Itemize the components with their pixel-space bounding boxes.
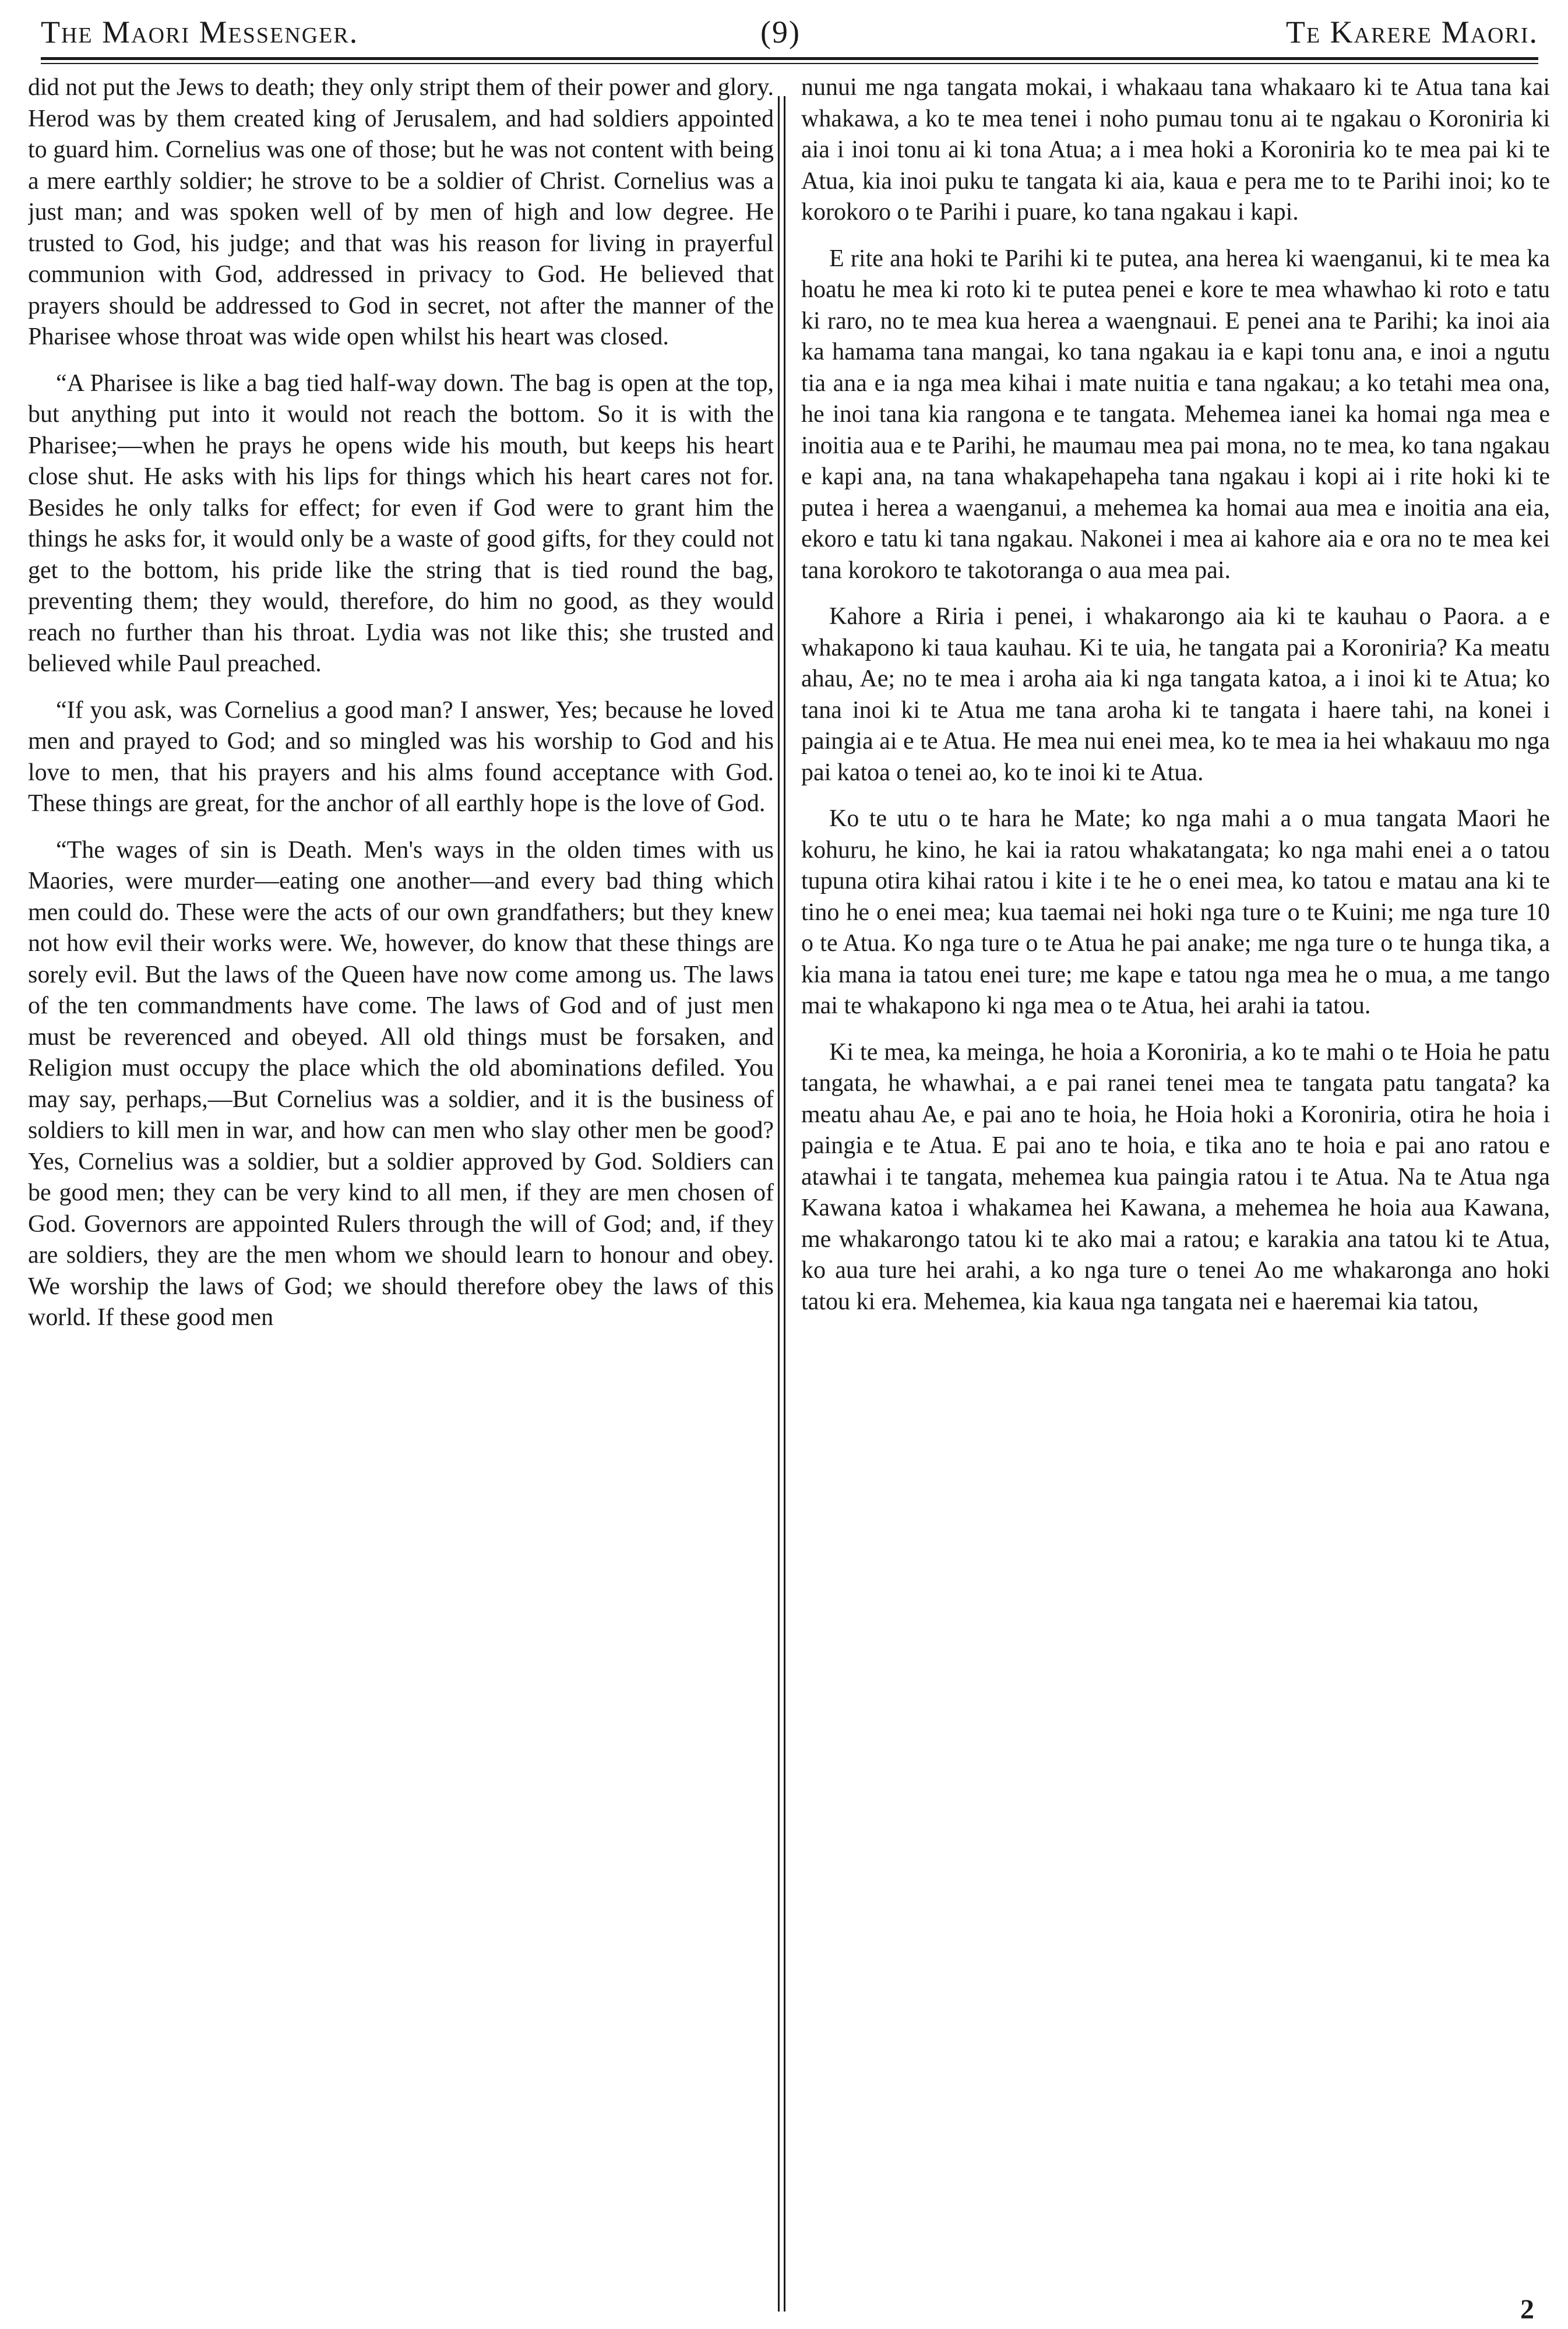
english-paragraph-2: “A Pharisee is like a bag tied half-way down. The bag is open at the top, but anything put into it would not reach the bottom. So it is with the Pharisee;—when he prays he opens wide his mouth, but keeps his heart close shut. He asks with his lips for things which his heart cares not for. Besides he only talks for effect; for even if God were to grant him the things he asks for, it would only be a waste of good gifts, for they could not get to the bottom, his pride like the string that is tied round the bag, preventing them; they would, therefore, do him no good, as they would reach no further than his throat. Lydia was not like this; she trusted and believed while Paul preached. xyxy=(28,369,774,677)
maori-masthead-title: Te Karere Maori. xyxy=(1285,15,1538,50)
header-rule-thin xyxy=(41,63,1538,64)
maori-column xyxy=(801,72,1550,2294)
printer-signature-mark: 2 xyxy=(1520,2294,1534,2325)
english-paragraph-1: did not put the Jews to death; they only stript them of their power and glory. Herod was by them created king of Jerusalem, and had soldiers appointed to guard him. Cornelius was one of those; but he was not content with being a mere earthly soldier; he strove to be a soldier of Christ. Cornelius was a just man; and was spoken well of by men of high and low degree. He trusted to God, his judge; and that was his reason for living in prayerful communion with God, addressed in privacy to God. He believed that prayers should be addressed to God in secret, not after the manner of the Pharisee whose throat was wide open whilst his heart was closed. xyxy=(28,74,774,350)
maori-paragraph-2: E rite ana hoki te Parihi ki te putea, ana herea ki waenganui, ki te mea ka hoatu he mea ki roto ki te putea penei e kore te mea whawhao ki roto e tatu ki raro, no te mea kua herea a waengnaui. E penei ana te Parihi; ka inoi aia ka hamama tana mangai, ko tana ngakau ia e kapi tonu ana, e inoi a ngutu tia ana e ia nga mea kihai i mate nuitia e tana ngakau; a ko tetahi mea ona, he inoi tana kia rangona e te tangata. Mehemea ianei ka homai nga mea e inoitia aua e te Parihi, he maumau mea pai mona, no te mea, ko tana ngakau e kapi ana, na tana whakapehapeha tana ngakau i kopi ai i rite hoki ki te putea i herea a waenganui, a mehemea ka homai aua mea e inoitia ana eia, ekoro e tatu ki tana ngakau. Nakonei i mea ai kahore aia e ora no te mea kei tana korokoro te takotoranga o aua mea pai. xyxy=(801,245,1550,584)
english-paragraph-4: “The wages of sin is Death. Men's ways in the olden times with us Maories, were murder—eating one another—and every bad thing which men could do. These were the acts of our own grandfathers; but they knew not how evil their works were. We, however, do know that these things are sorely evil. But the laws of the Queen have now come among us. The laws of the ten commandments have come. The laws of God and of just men must be reverenced and obeyed. All old things must be forsaken, and Religion must occupy the place which the old abominations defiled. You may say, perhaps,—But Cornelius was a soldier, and it is the business of soldiers to kill men in war, and how can men who slay other men be good? Yes, Cornelius was a soldier, but a soldier approved by God. Soldiers can be good men; they can be very kind to all men, if they are men chosen of God. Governors are appointed Rulers through the will of God; and, if they are soldiers, they are the men whom we should learn to honour and obey. We worship the laws of God; we should therefore obey the laws of this world. If these good men xyxy=(28,836,774,1331)
column-divider-left xyxy=(778,96,780,2312)
maori-paragraph-3: Kahore a Riria i penei, i whakarongo aia ki te kauhau o Paora. a e whakapono ki taua kauhau. Ki te uia, he tangata pai a Koroniria? Ka meatu ahau, Ae; no te mea i aroha aia ki nga tangata katoa, a i inoi ki te Atua; ko tana inoi ki te Atua me tana aroha ki te tangata i haere tahi, na konei i paingia ai e te Atua. He mea nui enei mea, ko te mea ia hei whakauu mo nga pai katoa o tenei ao, ko te inoi ki te Atua. xyxy=(801,603,1550,786)
page-header xyxy=(35,8,1544,55)
maori-paragraph-5: Ki te mea, ka meinga, he hoia a Koroniria, a ko te mahi o te Hoia he patu tangata, he whawhai, a e pai ranei tenei mea te tangata patu tangata? ka meatu ahau Ae, e pai ano te hoia, he Hoia hoki a Koroniria, otira he hoia i paingia e te Atua. E pai ano te hoia, e tika ano te hoia e pai ano ratou e atawhai i te tangata, mehemea kua paingia ratou i te Atua. Na te Atua nga Kawana katoa i whakamea hei Kawana, a mehemea he hoia aua Kawana, me whakarongo tatou ki te ako mai a ratou; e karakia ana tatou ki te Atua, ko aua ture hei arahi, a ko nga ture o tenei Ao me whakaronga ano hoki tatou ki era. Mehemea, kia kaua nga tangata nei e haeremai kia tatou, xyxy=(801,1038,1550,1315)
english-paragraph-3: “If you ask, was Cornelius a good man? I answer, Yes; because he loved men and prayed to God; and so mingled was his worship to God and his love to men, that his prayers and his alms found acceptance with God. These things are great, for the anchor of all earthly hope is the love of God. xyxy=(28,696,774,817)
maori-paragraph-4: Ko te utu o te hara he Mate; ko nga mahi a o mua tangata Maori he kohuru, he kino, he kai ia ratou whakatangata; ko nga mahi enei a o tatou tupuna otira kihai ratou i kite i te he o enei mea, ko tatou e matau ana ki te tino he o enei mea; kua taemai nei hoki nga ture o te Kuini; me nga ture 10 o te Atua. Ko nga ture o te Atua he pai anake; me nga ture o te hunga tika, a kia mana ia tatou enei ture; me kape e tatou nga mea he o mua, a me tango mai te whakapono ki nga mea o te Atua, hei arahi ia tatou. xyxy=(801,805,1550,1019)
column-divider-right xyxy=(784,96,785,2312)
english-masthead-title: The Maori Messenger. xyxy=(41,15,359,50)
page-number: (9) xyxy=(760,15,801,50)
header-rule-thick xyxy=(41,57,1538,60)
english-column xyxy=(28,72,774,2294)
maori-paragraph-1: nunui me nga tangata mokai, i whakaau tana whakaaro ki te Atua tana kai whakawa, a ko te mea tenei i noho pumau tonu ai te ngakau o Koroniria ki aia i inoi tonu ai ki tona Atua; a i mea hoki a Koroniria ko te mea pai ki te Atua, kia inoi puku te tangata ki aia, kaua e pera me to te Parihi inoi; ko te korokoro o te Parihi i puare, ko tana ngakau i kapi. xyxy=(801,74,1550,225)
